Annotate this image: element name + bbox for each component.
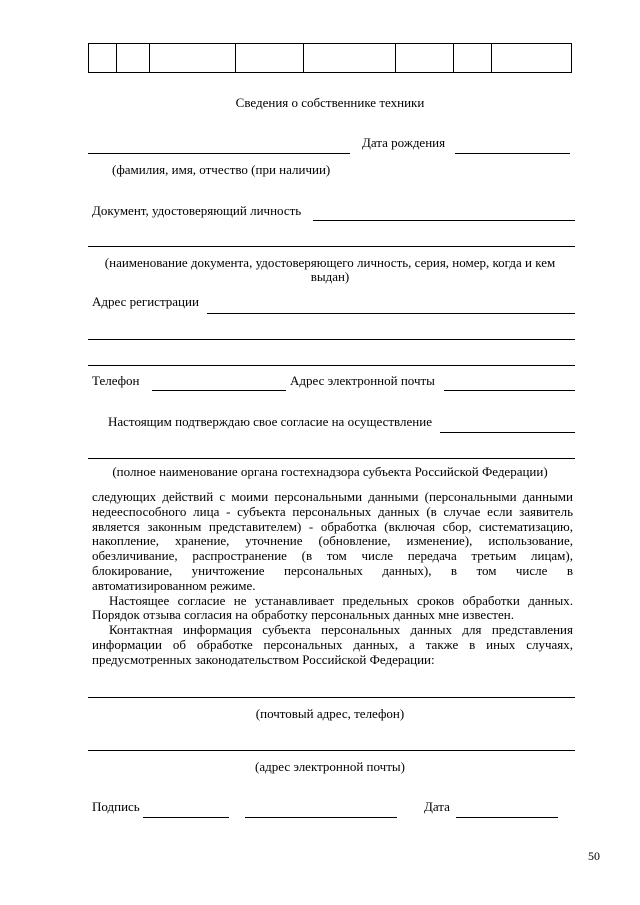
phone-label: Телефон xyxy=(92,373,140,388)
grid-divider xyxy=(491,44,492,72)
registration-number-grid xyxy=(88,43,572,73)
birth-date-label: Дата рождения xyxy=(362,135,446,150)
registration-label: Адрес регистрации xyxy=(92,294,199,309)
registration-field[interactable] xyxy=(207,313,575,314)
authority-field-line2[interactable] xyxy=(88,458,575,459)
date-field[interactable] xyxy=(456,817,558,818)
section-title: Сведения о собственнике техники xyxy=(235,95,425,110)
registration-field-line3[interactable] xyxy=(88,365,575,366)
id-document-field[interactable] xyxy=(313,220,575,221)
postal-address-field[interactable] xyxy=(88,697,575,698)
grid-divider xyxy=(453,44,454,72)
phone-field[interactable] xyxy=(152,390,286,391)
consent-paragraph-1-end: автоматизированном режиме. xyxy=(92,577,256,593)
registration-field-line2[interactable] xyxy=(88,339,575,340)
contact-email-field[interactable] xyxy=(88,750,575,751)
signature-name-field[interactable] xyxy=(245,817,397,818)
birth-date-field[interactable] xyxy=(455,153,570,154)
grid-divider xyxy=(116,44,117,72)
email-caption: (адрес электронной почты) xyxy=(255,759,405,774)
postal-caption: (почтовый адрес, телефон) xyxy=(255,706,405,721)
grid-divider xyxy=(303,44,304,72)
consent-paragraph-3: Контактная информация субъекта персональных данных для представления информации об обработке персональных данных, а также в иных случаях, предусмотренных законодательством Российской Федерации: xyxy=(92,622,573,667)
consent-paragraph-1: следующих действий с моими персональными данными (персональными данными недееспособного лица - субъекта персональных данных (в случае если заявитель является законным представителем) - обработка (включая сбор, систематизацию, накопление, хранение, уточнение (обновление, изменение), использование, обезличивание, распространение (в том числе передача третьим лицам), блокирование, уничтожение персональных данных), в том числе в xyxy=(92,489,573,578)
consent-body xyxy=(92,490,573,668)
page-number: 50 xyxy=(588,849,600,863)
grid-divider xyxy=(149,44,150,72)
id-document-label: Документ, удостоверяющий личность xyxy=(92,203,302,218)
id-document-field-line2[interactable] xyxy=(88,246,575,247)
authority-caption: (полное наименование органа гостехнадзора субъекта Российской Федерации) xyxy=(112,464,548,479)
date-label: Дата xyxy=(424,799,450,814)
email-field[interactable] xyxy=(444,390,575,391)
consent-paragraph-2: Настоящее согласие не устанавливает предельных сроков обработки данных. Порядок отзыва согласия на обработку персональных данных мне известен. xyxy=(92,592,573,623)
fio-caption: (фамилия, имя, отчество (при наличии) xyxy=(112,162,331,177)
consent-intro: Настоящим подтверждаю свое согласие на осуществление xyxy=(108,414,432,429)
signature-label: Подпись xyxy=(92,799,140,814)
email-label: Адрес электронной почты xyxy=(290,373,435,388)
id-document-caption-line2: выдан) xyxy=(310,269,350,284)
grid-divider xyxy=(235,44,236,72)
fio-field[interactable] xyxy=(88,153,350,154)
grid-divider xyxy=(395,44,396,72)
authority-field[interactable] xyxy=(440,432,575,433)
id-document-caption-line1: (наименование документа, удостоверяющего личность, серия, номер, когда и кем xyxy=(104,255,556,270)
signature-field[interactable] xyxy=(143,817,229,818)
